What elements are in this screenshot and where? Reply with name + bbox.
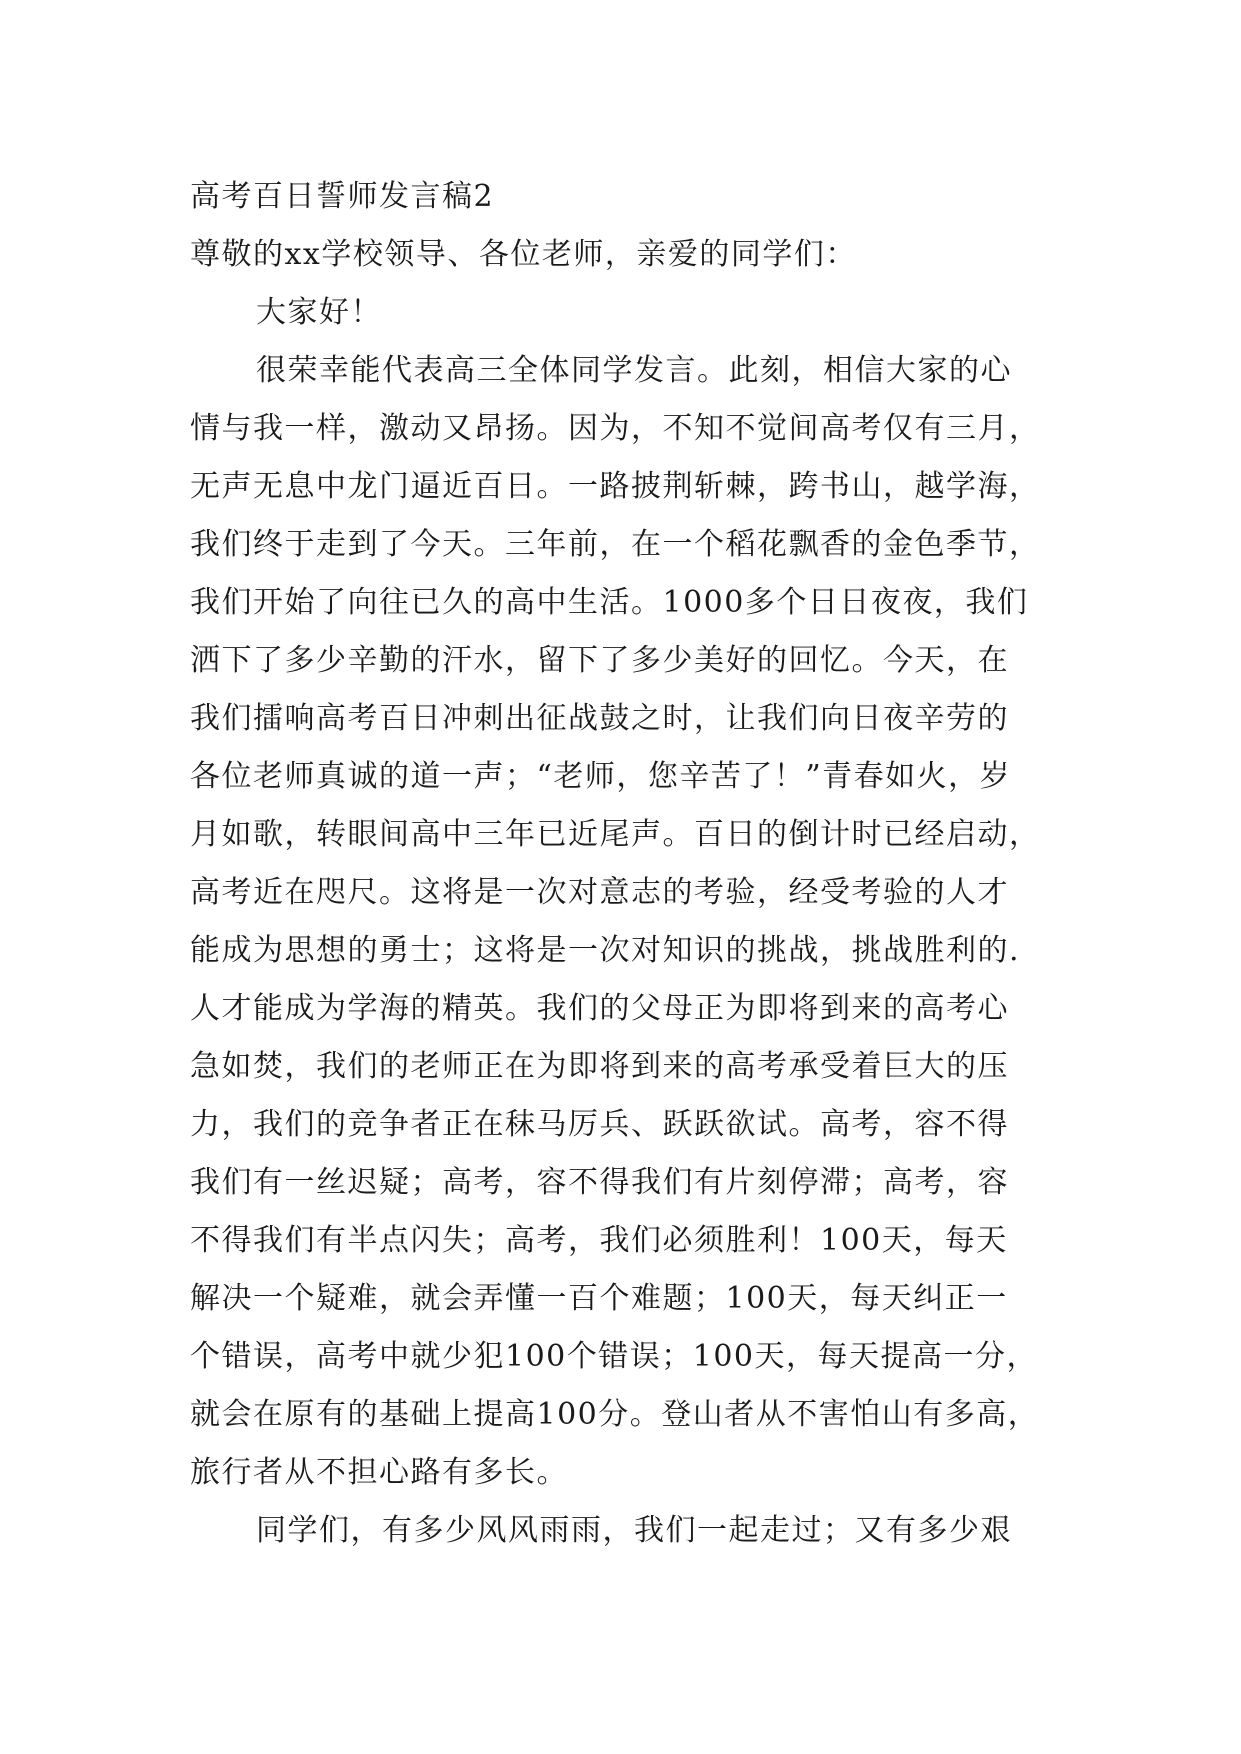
paragraph-line: 洒下了多少辛勤的汗水，留下了多少美好的回忆。今天，在	[190, 643, 1009, 678]
paragraph-line: 各位老师真诚的道一声；“老师，您辛苦了！”青春如火，岁	[190, 759, 1012, 794]
paragraph-line: 高考近在咫尺。这将是一次对意志的考验，经受考验的人才	[190, 875, 1009, 910]
paragraph-2	[190, 1502, 1052, 1560]
paragraph-line: 无声无息中龙门逼近百日。一路披荆斩棘，跨书山，越学海，	[190, 469, 1041, 504]
paragraph-line: 能成为思想的勇士；这将是一次对知识的挑战，挑战胜利的.	[190, 933, 1021, 968]
paragraph-line: 情与我一样，激动又昂扬。因为，不知不觉间高考仅有三月，	[190, 411, 1041, 446]
paragraph-line: 同学们，有多少风风雨雨，我们一起走过；又有多少艰	[256, 1513, 1012, 1548]
paragraph-line: 我们开始了向往已久的高中生活。1000多个日日夜夜，我们	[190, 585, 1029, 620]
paragraph-line: 急如焚，我们的老师正在为即将到来的高考承受着巨大的压	[190, 1049, 1009, 1084]
salutation: 尊敬的xx学校领导、各位老师，亲爱的同学们：	[190, 237, 857, 272]
greeting: 大家好！	[256, 295, 382, 330]
paragraph-line: 力，我们的竞争者正在秣马厉兵、跃跃欲试。高考，容不得	[190, 1107, 1009, 1142]
paragraph-1	[190, 342, 1052, 1502]
paragraph-line: 个错误，高考中就少犯100个错误；100天，每天提高一分，	[190, 1339, 1039, 1374]
paragraph-line: 很荣幸能代表高三全体同学发言。此刻，相信大家的心	[256, 353, 1012, 388]
paragraph-line: 不得我们有半点闪失；高考，我们必须胜利！100天，每天	[190, 1223, 1008, 1258]
paragraph-line: 旅行者从不担心路有多长。	[190, 1455, 568, 1490]
paragraph-line: 人才能成为学海的精英。我们的父母正为即将到来的高考心	[190, 991, 1009, 1026]
document-title: 高考百日誓师发言稿2	[190, 179, 495, 214]
paragraph-line: 月如歌，转眼间高中三年已近尾声。百日的倒计时已经启动，	[190, 817, 1041, 852]
paragraph-line: 我们终于走到了今天。三年前，在一个稻花飘香的金色季节，	[190, 527, 1041, 562]
document-body	[190, 168, 1052, 1560]
paragraph-line: 就会在原有的基础上提高100分。登山者从不害怕山有多高，	[190, 1397, 1040, 1432]
paragraph-line: 我们擂响高考百日冲刺出征战鼓之时，让我们向日夜辛劳的	[190, 701, 1009, 736]
paragraph-line: 解决一个疑难，就会弄懂一百个难题；100天，每天纠正一	[190, 1281, 1008, 1316]
paragraph-line: 我们有一丝迟疑；高考，容不得我们有片刻停滞；高考，容	[190, 1165, 1009, 1200]
